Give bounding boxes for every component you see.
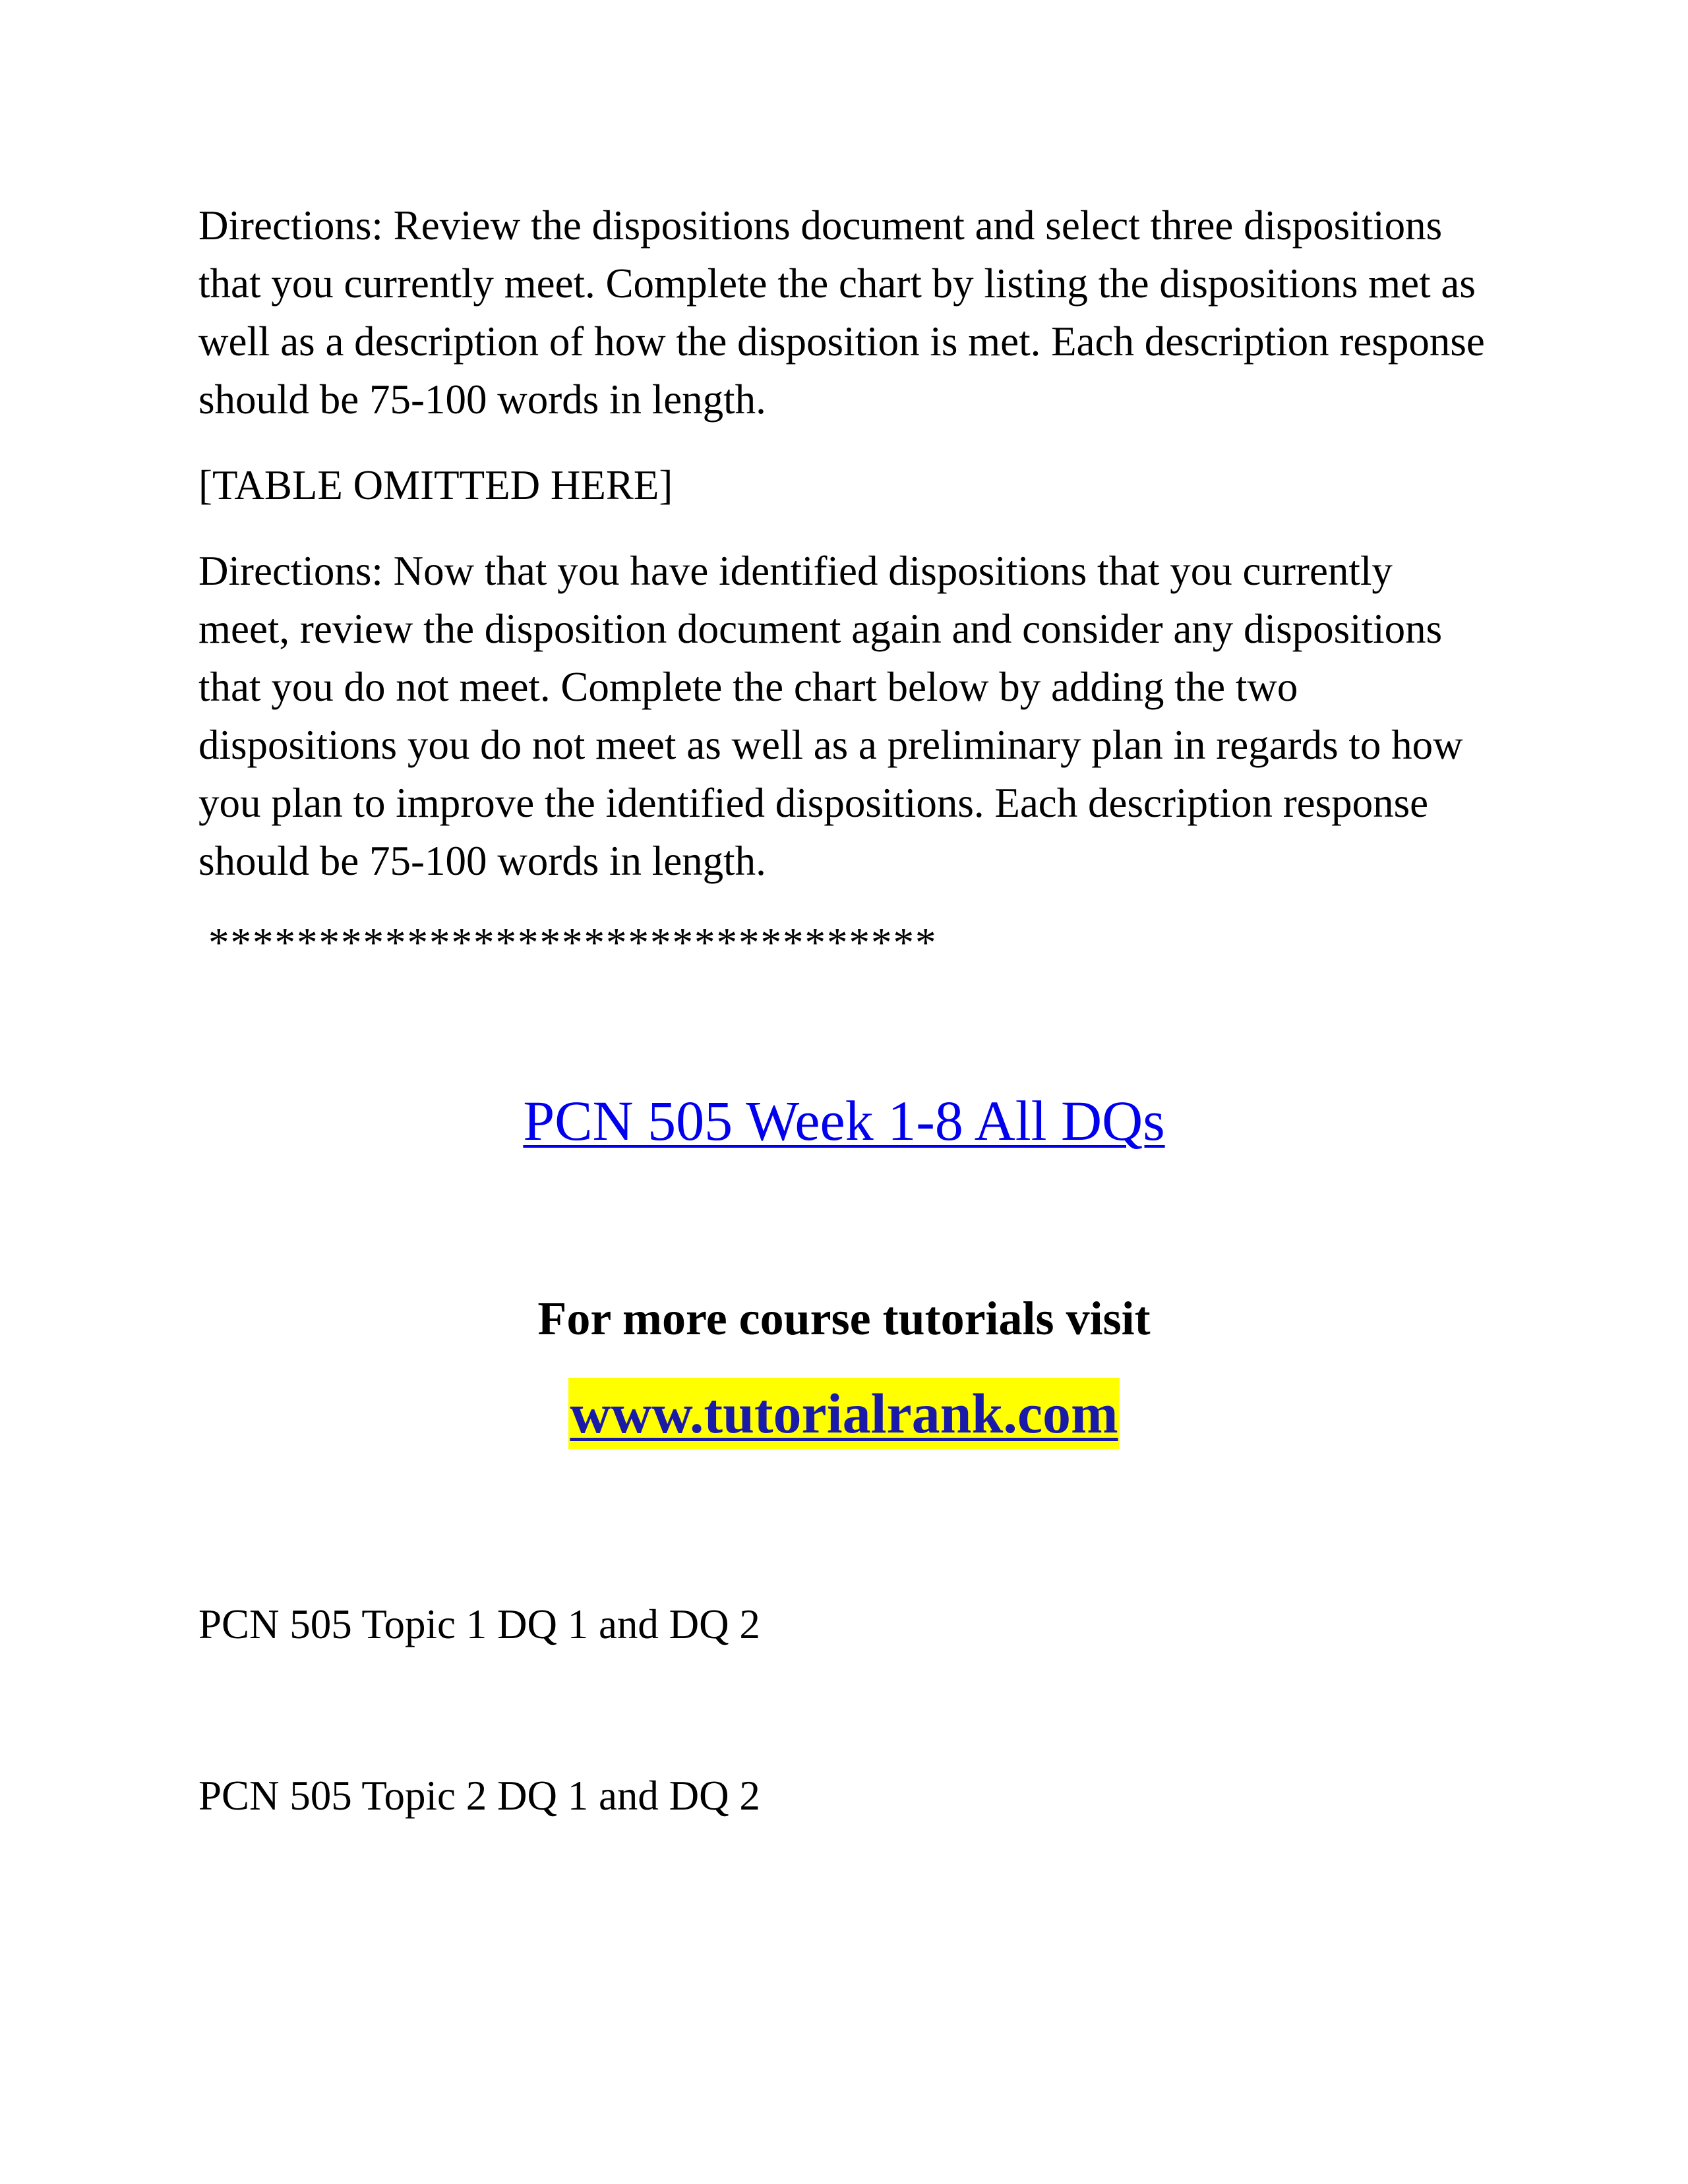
site-link[interactable]: www.tutorialrank.com bbox=[568, 1378, 1119, 1449]
topic-item: PCN 505 Topic 1 DQ 1 and DQ 2 bbox=[198, 1601, 760, 1647]
directions-paragraph-1: Directions: Review the dispositions document and select three dispositions that you currently meet. Complete the chart by listing the dispositions met as well as a description of how the disposition is met. Each description response should be 75-100 words in length. bbox=[198, 202, 1485, 423]
topic-item: PCN 505 Topic 2 DQ 1 and DQ 2 bbox=[198, 1773, 760, 1819]
directions-paragraph-2: Directions: Now that you have identified dispositions that you currently meet, review the disposition document again and consider any dispositions that you do not meet. Complete the chart below by adding the two dispositions you do not meet as well as a preliminary plan in regards to how you plan to improve the identified dispositions. Each description response should be 75-100 words in length. bbox=[198, 548, 1463, 884]
course-link[interactable]: PCN 505 Week 1-8 All DQs bbox=[523, 1089, 1165, 1152]
asterisk-separator: ********************************* bbox=[208, 920, 938, 966]
table-placeholder: [TABLE OMITTED HERE] bbox=[198, 462, 673, 508]
more-tutorials-heading: For more course tutorials visit bbox=[537, 1292, 1151, 1345]
site-link-container bbox=[0, 1378, 1688, 1450]
